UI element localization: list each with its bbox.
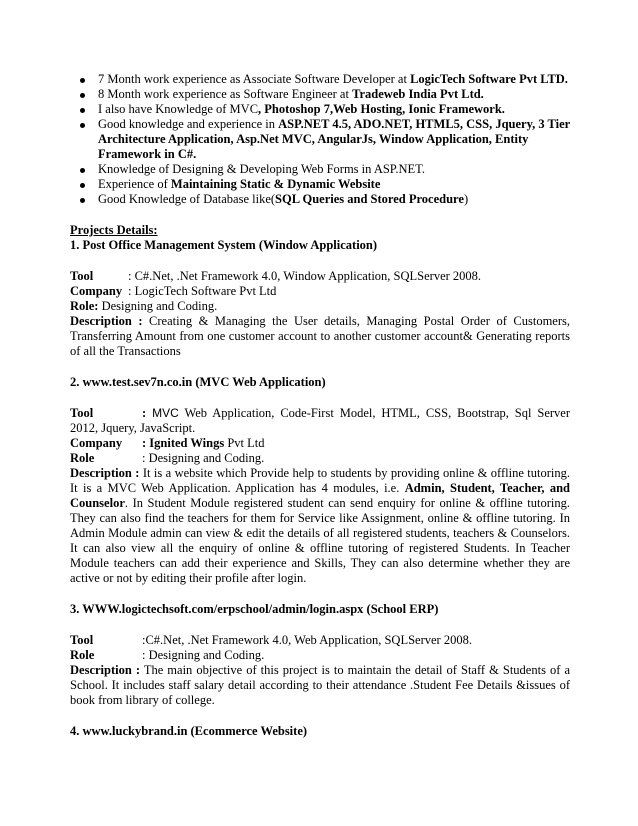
project-3-title: 3. WWW.logictechsoft.com/erpschool/admin/login.aspx (School ERP) xyxy=(70,602,439,616)
bullet-dot-icon xyxy=(80,198,85,203)
bullet-item-5: Knowledge of Designing & Developing Web Forms in ASP.NET. xyxy=(70,162,570,177)
bullet-dot-icon xyxy=(80,183,85,188)
bullet-item-7: Good Knowledge of Database like(SQL Queries and Stored Procedure) xyxy=(70,192,570,207)
project-2-description: Description : It is a website which Provide help to students by providing online & offline tutoring. It is a MVC Web Application. Application has 4 modules, i.e. Admin, Student, Teacher, and Counselor. In Student Module registered student can send enquiry for online & offline tutoring. They can also find the teachers for them for Service like Assignment, online & offline tutoring. In Admin Module admin can view & edit the details of all registered students, teachers & Counselors. It can also view all the enquiry of online & offline tutoring of registered Students. In Teacher Module teachers can add their experience and Skills, They can also determine whether they are active or not by editing their profile after login. xyxy=(70,466,570,585)
project-3-role: Role : Designing and Coding. xyxy=(70,648,265,662)
project-1-tool: Tool : C#.Net, .Net Framework 4.0, Window Application, SQLServer 2008. xyxy=(70,269,482,283)
project-2-tool: Tool : MVC Web Application, Code-First Model, HTML, CSS, Bootstrap, Sql Server 2012, Jquery, JavaScript. xyxy=(70,406,570,435)
bullet-item-4: Good knowledge and experience in ASP.NET 4.5, ADO.NET, HTML5, CSS, Jquery, 3 Tier Architecture Application, Asp.Net MVC, AngularJs, Window Application, Entity Framework in C#. xyxy=(70,117,570,162)
project-3-tool: Tool :C#.Net, .Net Framework 4.0, Web Application, SQLServer 2008. xyxy=(70,633,472,647)
bullet-item-6: Experience of Maintaining Static & Dynamic Website xyxy=(70,177,570,192)
projects-heading: Projects Details: xyxy=(70,223,158,237)
bullet-dot-icon xyxy=(80,123,85,128)
experience-bullet-list xyxy=(70,72,570,207)
project-4-title: 4. www.luckybrand.in (Ecommerce Website) xyxy=(70,724,308,738)
project-3-description: Description : The main objective of this project is to maintain the detail of Staff & Students of a School. It includes staff salary detail according to their attendance .Student Fee Details &issues of book from library of college. xyxy=(70,663,570,707)
bullet-dot-icon xyxy=(80,168,85,173)
project-1-description: Description : Creating & Managing the User details, Managing Postal Order of Customers, Transferring Amount from one customer account to another customer account& Generating reports of all the Transactions xyxy=(70,314,570,358)
bullet-item-1: 7 Month work experience as Associate Software Developer at LogicTech Software Pvt LTD. xyxy=(70,72,570,87)
bullet-item-2: 8 Month work experience as Software Engineer at Tradeweb India Pvt Ltd. xyxy=(70,87,570,102)
project-1-company: Company : LogicTech Software Pvt Ltd xyxy=(70,284,277,298)
project-2-title: 2. www.test.sev7n.co.in (MVC Web Application) xyxy=(70,375,326,389)
project-1-role: Role: Designing and Coding. xyxy=(70,299,218,313)
project-2-company: Company : Ignited Wings Pvt Ltd xyxy=(70,436,265,450)
bullet-dot-icon xyxy=(80,93,85,98)
bullet-dot-icon xyxy=(80,78,85,83)
bullet-item-3: I also have Knowledge of MVC, Photoshop 7,Web Hosting, Ionic Framework. xyxy=(70,102,570,117)
bullet-dot-icon xyxy=(80,108,85,113)
project-1-title: 1. Post Office Management System (Window Application) xyxy=(70,238,378,252)
resume-page xyxy=(70,72,570,739)
project-2-role: Role : Designing and Coding. xyxy=(70,451,265,465)
